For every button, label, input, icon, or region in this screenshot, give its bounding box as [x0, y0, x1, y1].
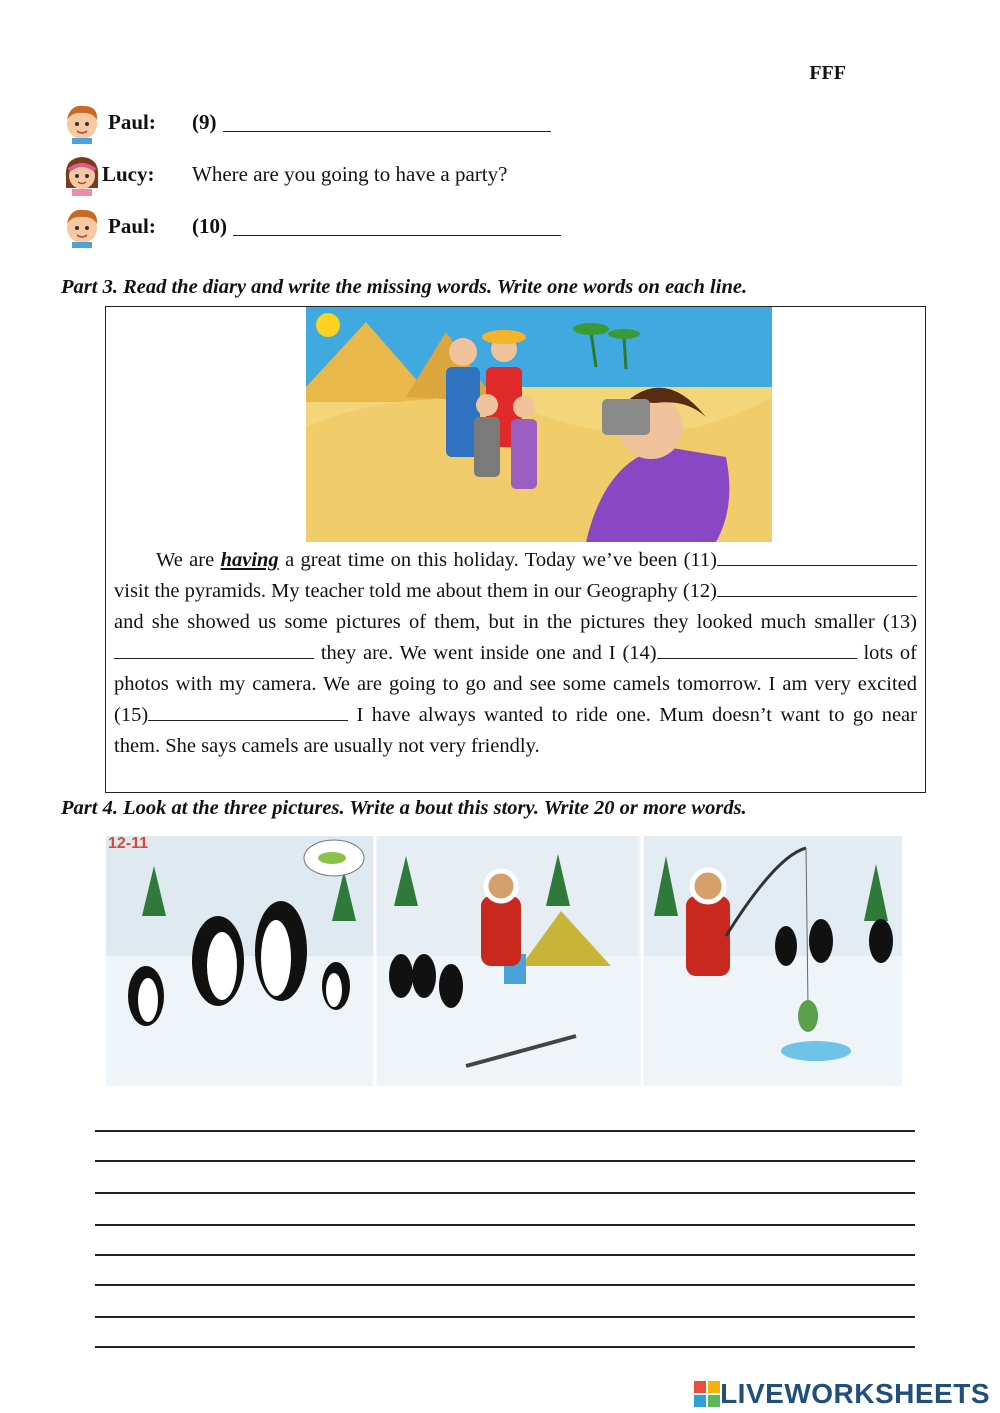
- dialogue-row: [60, 98, 551, 146]
- diary-box: [105, 306, 926, 793]
- footer-brand: LIVEWORKSHEETS: [720, 1378, 990, 1409]
- answer-blank-11[interactable]: [717, 547, 917, 566]
- question-number: (14): [622, 642, 657, 664]
- diary-text-segment: We are: [156, 549, 215, 571]
- speaker-label: Lucy:: [102, 161, 155, 186]
- girl-avatar-icon: [60, 152, 104, 196]
- diary-text-segment: a great time on this holiday. Today we’ve been: [285, 549, 678, 571]
- pyramids-family-illustration: [306, 307, 772, 542]
- part3-heading: Part 3. Read the diary and write the missing words. Write one words on each line.: [61, 276, 748, 298]
- writing-line[interactable]: [95, 1346, 915, 1348]
- part4-heading: Part 4. Look at the three pictures. Write a bout this story. Write 20 or more words.: [61, 797, 747, 819]
- writing-line[interactable]: [95, 1284, 915, 1286]
- speaker-label: Paul:: [108, 213, 156, 238]
- question-number: (10): [192, 213, 227, 238]
- answer-blank-10[interactable]: [233, 217, 561, 236]
- diary-text-segment: and she showed us some pictures of them, but in the pictures they looked much smaller: [114, 611, 875, 633]
- worksheet-code: FFF: [809, 62, 846, 84]
- answer-blank-12[interactable]: [717, 578, 917, 597]
- answer-blank-15[interactable]: [148, 702, 348, 721]
- question-number: (13): [882, 611, 917, 633]
- diary-paragraph: [114, 545, 917, 762]
- liveworksheets-logo: [694, 1378, 990, 1410]
- liveworksheets-logo-icon: [694, 1381, 720, 1407]
- diary-text-segment: visit the pyramids. My teacher told me about them in our Geography: [114, 580, 678, 602]
- writing-line[interactable]: [95, 1160, 915, 1162]
- dialogue-text: Where are you going to have a party?: [192, 161, 508, 186]
- example-answer: having: [220, 549, 279, 571]
- dialogue-row: [60, 150, 507, 198]
- writing-line[interactable]: [95, 1224, 915, 1226]
- story-image-label: 12-11: [108, 836, 149, 852]
- boy-avatar-icon: [60, 204, 104, 248]
- writing-line[interactable]: [95, 1254, 915, 1256]
- speaker-label: Paul:: [108, 109, 156, 134]
- diary-text-segment: lots of photos with my camera. We are going to go and see some camels tomorrow. I am very excited: [114, 642, 918, 695]
- question-number: (9): [192, 109, 217, 134]
- writing-line[interactable]: [95, 1192, 915, 1194]
- question-number: (11): [683, 549, 718, 571]
- question-number: (12): [682, 580, 718, 602]
- writing-line[interactable]: [95, 1130, 915, 1132]
- dialogue-row: [60, 202, 561, 250]
- writing-line[interactable]: [95, 1316, 915, 1318]
- answer-blank-14[interactable]: [657, 640, 857, 659]
- question-number: (15): [114, 704, 149, 726]
- answer-blank-9[interactable]: [223, 113, 551, 132]
- boy-avatar-icon: [60, 100, 104, 144]
- penguin-fishing-story-illustration: [106, 836, 902, 1086]
- diary-text-segment: I have always wanted to ride one. Mum doesn’t want to go near them. She says camels are usually not very friendly.: [114, 704, 917, 757]
- answer-blank-13[interactable]: [114, 640, 314, 659]
- diary-text-segment: they are. We went inside one and I: [320, 642, 616, 664]
